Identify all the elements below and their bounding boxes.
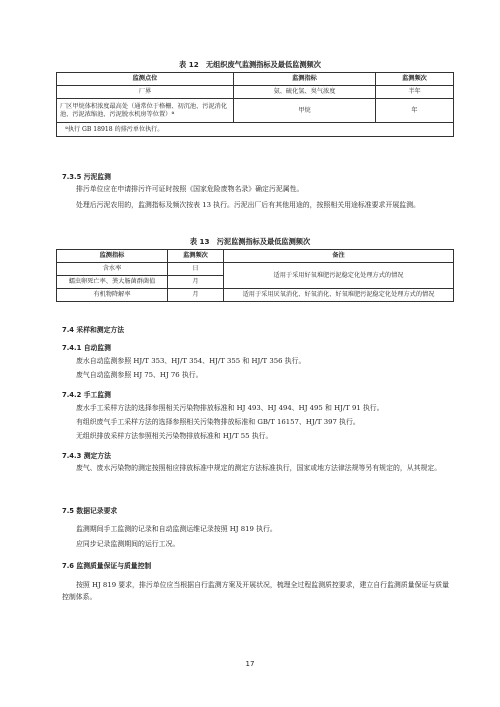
table13-header: 监测频次 [168,250,224,263]
table-cell: 厂界 [57,86,234,99]
subsection-heading: 7.4.1 自动监测 [62,344,111,352]
paragraph: 有组织废气手工采样方法的选择参照相关污染物排放标准和 GB/T 16157、HJ/T 397 执行。 [76,418,360,426]
table-row [57,123,454,137]
table-cell: 半年 [376,86,454,99]
table-cell: 月 [168,276,224,289]
table-cell: 适用于采用好氧堆肥污泥稳定化处理方式的情况 [224,263,454,289]
table12-header: 监测频次 [376,73,454,86]
table-cell: 甲烷 [234,99,376,123]
paragraph: 按照 HJ 819 要求，排污单位应当根据自行监测方案及开展状况，梳理全过程监测质控要求，建立自行监测质量保证与质量控制体系。 [62,581,450,601]
table-cell: 月 [168,289,224,302]
paragraph: 废水手工采样方法的选择参照相关污染物排放标准和 HJ 493、HJ 494、HJ 495 和 HJ/T 91 执行。 [76,404,384,412]
table-row [57,263,454,276]
table-row [57,99,454,123]
paragraph: 无组织排放采样方法参照相关污染物排放标准和 HJ/T 55 执行。 [76,432,273,440]
subsection-heading: 7.4.2 手工监测 [62,391,111,399]
table-cell: 年 [376,99,454,123]
table-cell: 氨、硫化氢、臭气浓度 [234,86,376,99]
paragraph: 废气、废水污染物的测定按照相应排放标准中规定的测定方法标准执行，国家或地方法律法规等另有规定的，从其规定。 [76,464,442,472]
table13 [56,249,454,302]
table-cell: 蠕虫卵死亡率、粪大肠菌群菌值 [57,276,168,289]
table12-footnote: ª执行 GB 18918 的排污单位执行。 [57,123,454,137]
table-cell: 有机物降解率 [57,289,168,302]
paragraph: 处理后污泥农用的，监测指标及频次按表 13 执行。污泥出厂后有其他用途的，按照相关用途标准要求开展监测。 [76,201,420,209]
table13-header: 监测指标 [57,250,168,263]
paragraph: 排污单位应在申请排污许可证时按照《国家危险废物名录》确定污泥属性。 [76,185,304,193]
table-row [57,86,454,99]
table12-caption: 表 12 无组织废气监测指标及最低监测频次 [179,60,321,69]
section-heading: 7.6 监测质量保证与质量控制 [62,562,152,570]
paragraph: 监测期间手工监测的记录和自动监测运维记录按照 HJ 819 执行。 [76,525,277,533]
section-heading: 7.3.5 污泥监测 [62,173,111,181]
paragraph: 废水自动监测参照 HJ/T 353、HJ/T 354、HJ/T 355 和 HJ/T 356 执行。 [76,357,306,365]
table-cell: 适用于采用厌氧消化、好氧消化、好氧堆肥污泥稳定化处理方式的情况 [224,289,454,302]
table12-header: 监测指标 [234,73,376,86]
paragraph: 应同步记录监测期间的运行工况。 [76,540,180,548]
table-cell: 含水率 [57,263,168,276]
table13-caption: 表 13 污泥监测指标及最低监测频次 [189,237,311,246]
table13-header: 备注 [224,250,454,263]
paragraph: 废气自动监测参照 HJ 75、HJ 76 执行。 [76,371,203,379]
table-cell: 日 [168,263,224,276]
subsection-heading: 7.4.3 测定方法 [62,452,111,460]
section-heading: 7.4 采样和测定方法 [62,326,124,334]
page-number: 17 [245,660,255,668]
table-cell: 厂区甲烷体积浓度最高处（通常位于格栅、初沉池、污泥消化池、污泥浓缩池、污泥脱水机房等位置）ª [57,99,234,123]
table-row [57,289,454,302]
section-heading: 7.5 数据记录要求 [62,507,118,515]
table12 [56,72,454,137]
table12-header: 监测点位 [57,73,234,86]
